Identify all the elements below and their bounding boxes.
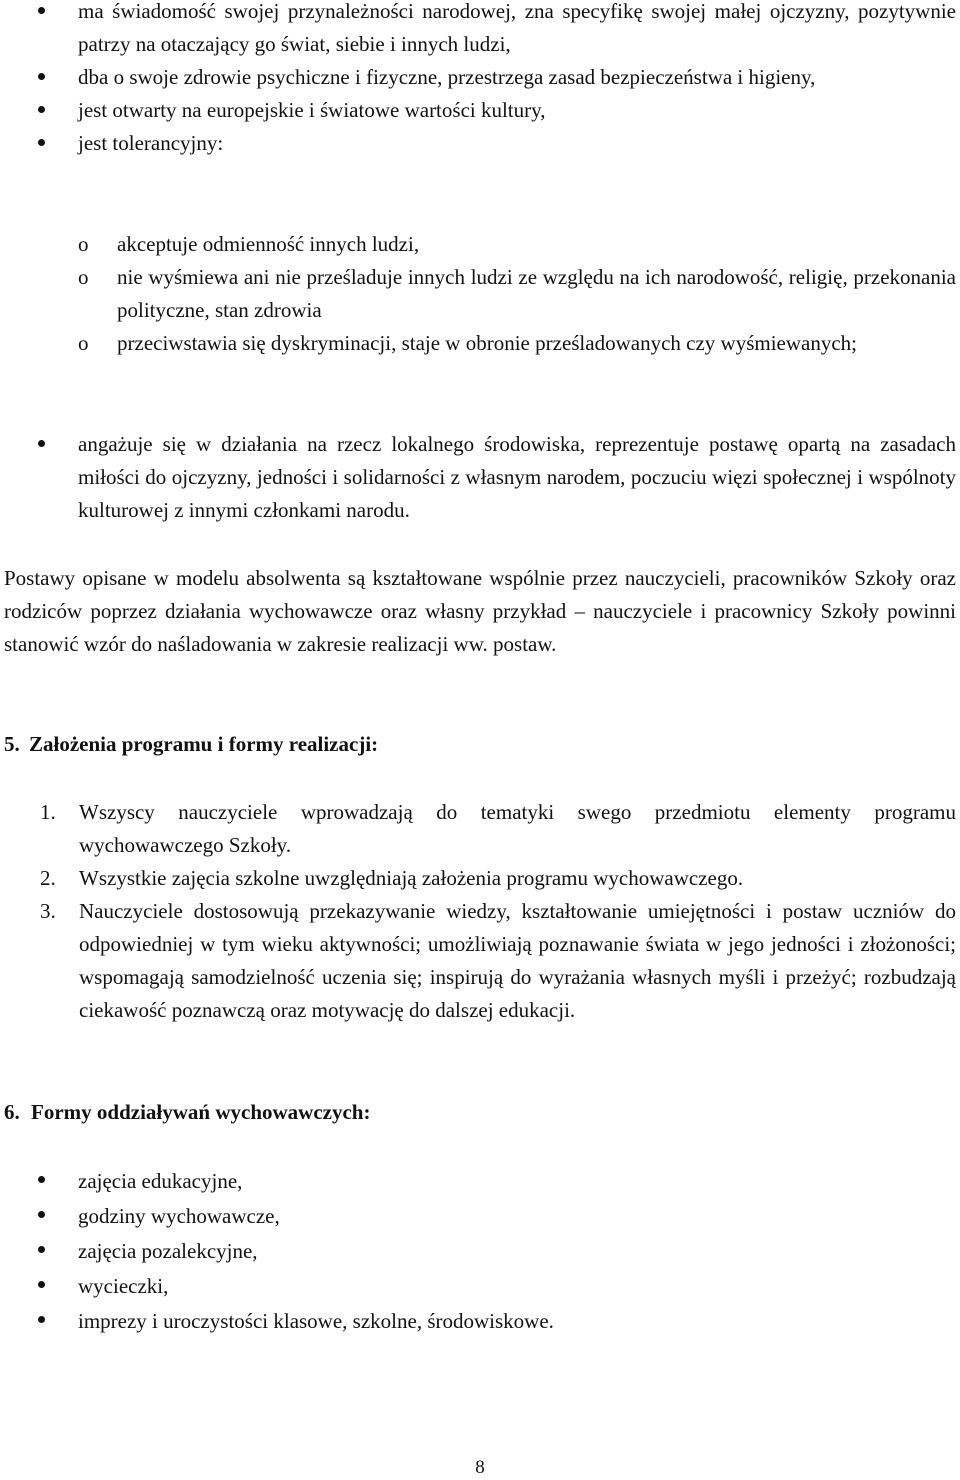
list-item [0, 327, 956, 360]
list-item [0, 261, 956, 327]
section-title: Formy oddziaływań wychowawczych: [31, 1100, 371, 1124]
sublist-text: akceptuje odmienność innych ludzi, [117, 232, 420, 256]
circle-bullet-marker: o [78, 265, 89, 289]
list-item [0, 228, 956, 261]
list-item: zajęcia edukacyjne, [0, 1164, 956, 1199]
list-item: wycieczki, [0, 1269, 956, 1304]
educational-forms-list [0, 1164, 956, 1339]
list-item [0, 796, 956, 862]
item-number: 2. [40, 866, 56, 890]
graduate-traits-list [0, 0, 956, 160]
list-item: dba o swoje zdrowie psychiczne i fizyczne, przestrzega zasad bezpieczeństwa i higieny, [0, 61, 956, 94]
circle-bullet-marker: o [78, 232, 89, 256]
item-number: 3. [40, 899, 56, 923]
sublist-text: nie wyśmiewa ani nie prześladuje innych ludzi ze względu na ich narodowość, religię, przekonania polityczne, stan zdrowia [117, 265, 956, 322]
section-number: 5. [4, 732, 20, 756]
engagement-list [0, 428, 956, 527]
section-title: Założenia programu i formy realizacji: [29, 732, 379, 756]
list-item: jest tolerancyjny: [0, 127, 956, 160]
list-item: godziny wychowawcze, [0, 1199, 956, 1234]
section-number: 6. [4, 1100, 20, 1124]
list-item: ma świadomość swojej przynależności narodowej, zna specyfikę swojej małej ojczyzny, pozytywnie patrzy na otaczający go świat, siebie i innych ludzi, [0, 0, 956, 61]
item-number: 1. [40, 800, 56, 824]
circle-bullet-marker: o [78, 331, 89, 355]
list-item: jest otwarty na europejskie i światowe wartości kultury, [0, 94, 956, 127]
list-item: angażuje się w działania na rzecz lokalnego środowiska, reprezentuje postawę opartą na zasadach miłości do ojczyzny, jedności i solidarności z własnym narodem, poczuciu więzi społecznej i wspólnoty kulturowej z innymi członkami narodu. [0, 428, 956, 527]
item-text: Wszyscy nauczyciele wprowadzają do tematyki swego przedmiotu elementy programu wychowawczego Szkoły. [79, 800, 956, 857]
program-assumptions-list [0, 796, 956, 1027]
list-item [0, 862, 956, 895]
list-item: zajęcia pozalekcyjne, [0, 1234, 956, 1269]
list-item [0, 895, 956, 1027]
list-item: imprezy i uroczystości klasowe, szkolne, środowiskowe. [0, 1304, 956, 1339]
item-text: Wszystkie zajęcia szkolne uwzględniają założenia programu wychowawczego. [79, 866, 744, 890]
section-5-heading [4, 728, 378, 761]
page-number: 8 [475, 1457, 485, 1478]
tolerance-sublist [0, 228, 956, 360]
section-6-heading [4, 1096, 370, 1129]
item-text: Nauczyciele dostosowują przekazywanie wiedzy, kształtowanie umiejętności i postaw uczniów do odpowiedniej w tym wieku aktywności; umożliwiają poznawanie świata w jego jedności i złożoności; wspomagają samodzielność uczenia się; inspirują do wyrażania własnych myśli i przeżyć; rozbudzają ciekawość poznawczą oraz motywację do dalszej edukacji. [79, 899, 956, 1022]
sublist-text: przeciwstawia się dyskryminacji, staje w obronie prześladowanych czy wyśmiewanych; [117, 331, 858, 355]
attitudes-paragraph: Postawy opisane w modelu absolwenta są kształtowane wspólnie przez nauczycieli, pracowników Szkoły oraz rodziców poprzez działania wychowawcze oraz własny przykład – nauczyciele i pracownicy Szkoły powinni stanowić wzór do naśladowania w zakresie realizacji ww. postaw. [4, 566, 956, 656]
